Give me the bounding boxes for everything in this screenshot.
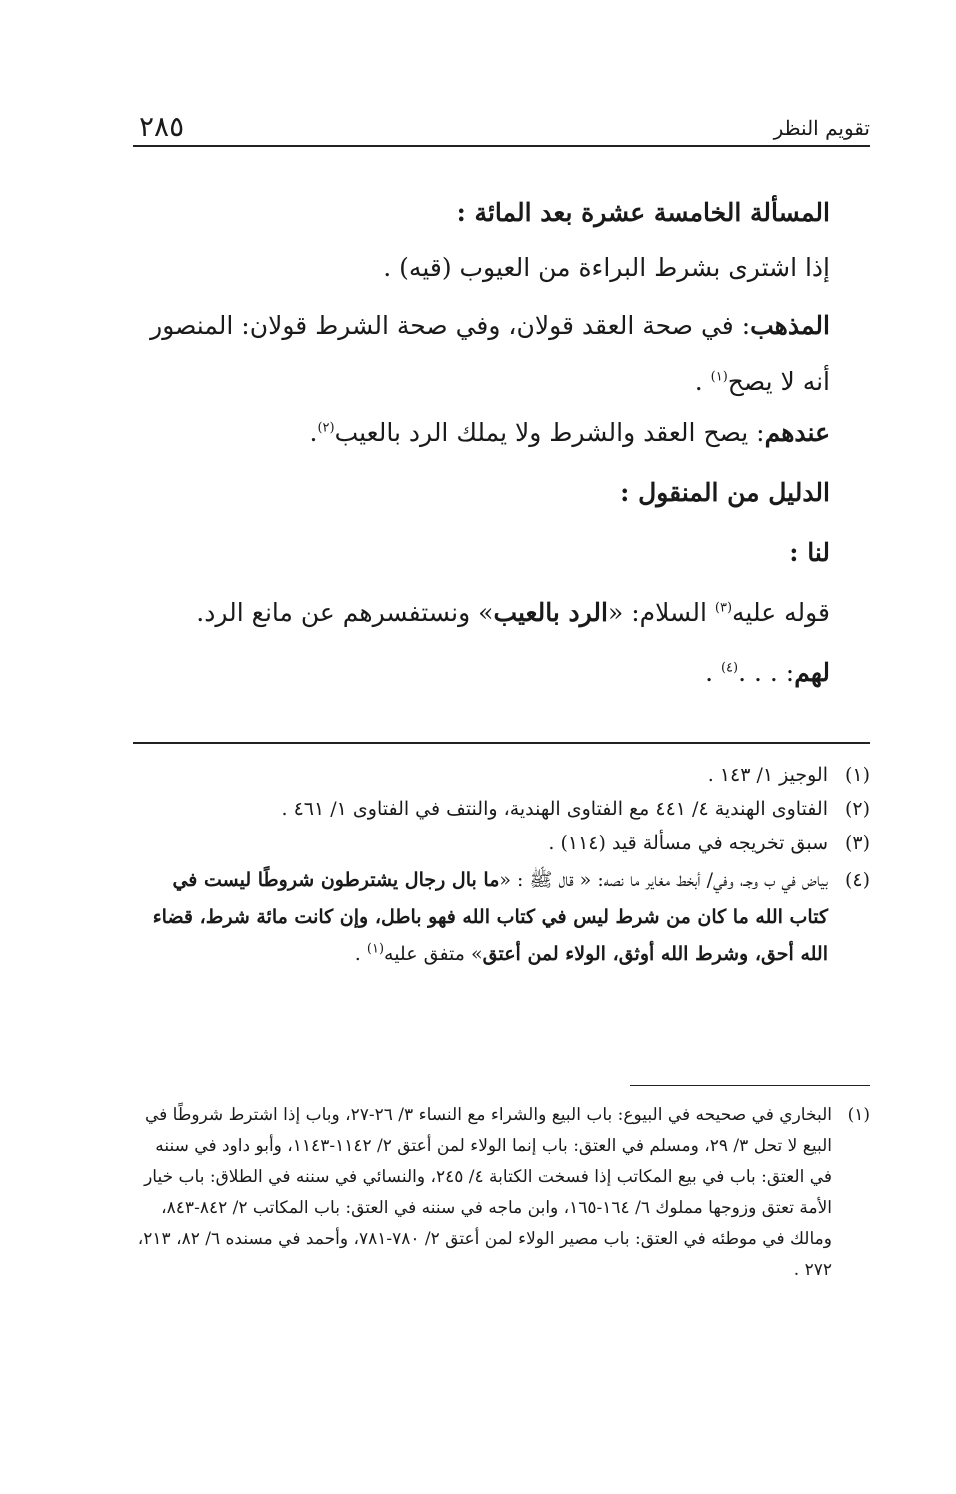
footnote-item: (٣) سبق تخريجه في مسألة قيد (١١٤) . bbox=[548, 832, 870, 854]
footnote-item: (٢) الفتاوى الهندية ٤/ ٤٤١ مع الفتاوى الهندية، والنتف في الفتاوى ١/ ٤٦١ . bbox=[281, 798, 870, 820]
issue-heading: المسألة الخامسة عشرة بعد المائة : bbox=[456, 198, 830, 227]
footnote-item: (٤) بياض في ب وجـ، وفي/ أبخط مغاير ما نصه: « قال ﷺ : «ما بال رجال يشترطون شروطًا ليست في كتاب الله ما كان من شرط ليس في كتاب الله فهو باطل، وإن كانت مائة شرط، قضاء الله أحق، وشرط الله أوثق، الولاء لمن أعتق» متفق عليه$^{(١)}$ . bbox=[152, 869, 870, 965]
indahum-paragraph: عندهم: يصح العقد والشرط ولا يملك الرد بالعيب$^{(٢)}$. bbox=[309, 418, 830, 447]
lahum-paragraph: لهم: . . .$^{(٤)}$ . bbox=[705, 658, 830, 687]
footnote-ref: (١) bbox=[710, 369, 728, 385]
madhhab-label: المذهب bbox=[750, 311, 830, 340]
hadith-paragraph: قوله عليه$^{(٣)}$ السلام: «الرد بالعيب» ونستفسرهم عن مانع الرد. bbox=[196, 598, 830, 627]
footnote-item: (١) الوجيز ١/ ١٤٣ . bbox=[707, 764, 870, 786]
footnote-ref: (٣) bbox=[714, 600, 733, 616]
footnote-separator bbox=[133, 742, 870, 744]
hadith-text: ما بال رجال يشترطون شروطًا ليست في كتاب الله ما كان من شرط ليس في كتاب الله فهو باطل، وإن كانت مائة شرط، قضاء الله أحق، وشرط الله أوثق، الولاء لمن أعتق bbox=[152, 869, 828, 965]
footnote-ref: (٤) bbox=[720, 660, 739, 676]
lana-heading: لنا : bbox=[789, 538, 830, 567]
indahum-label: عندهم bbox=[764, 418, 830, 447]
sub-footnote-item: (١) البخاري في صحيحه في البيوع: باب البيع والشراء مع النساء ٣/ ٢٦-٢٧، وباب إذا اشترط شروطًا في البيع لا تحل ٣/ ٢٩، ومسلم في العتق: باب إنما الولاء لمن أعتق ٢/ ١١٤٢-١١٤٣، وأبو داود في سننه في العتق: باب في بيع المكاتب إذا فسخت الكتابة ٤/ ٢٤٥، والنسائي في سننه في الطلاق: باب خيار الأمة تعتق وزوجها مملوك ٦/ ١٦٤-١٦٥، وابن ماجه في سننه في العتق: باب المكاتب ٢/ ٨٤٢-٨٤٣، ومالك في موطئه في العتق: باب مصير الولاء لمن أعتق ٢/ ٧٨٠-٧٨١، وأحمد في مسنده ٦/ ٨٢، ٢١٣، ٢٧٢ . bbox=[137, 1105, 870, 1280]
footnote-ref: (١) bbox=[366, 941, 385, 957]
book-title: تقويم النظر bbox=[773, 116, 870, 140]
sub-footnotes bbox=[133, 1100, 870, 1286]
footnote-ref: (٢) bbox=[317, 420, 335, 436]
lahum-label: لهم bbox=[794, 658, 830, 687]
madhhab-paragraph: المذهب: في صحة العقد قولان، وفي صحة الشرط قولان: المنصور أنه لا يصح$^{(١)}$ . bbox=[150, 311, 830, 396]
hadith-quote: الرد بالعيب bbox=[493, 598, 608, 627]
sub-footnote-separator bbox=[630, 1085, 870, 1086]
dalil-heading: الدليل من المنقول : bbox=[620, 478, 830, 507]
page-number: ٢٨٥ bbox=[139, 110, 185, 143]
issue-statement: إذا اشترى بشرط البراءة من العيوب (قيه) . bbox=[383, 253, 830, 282]
footnotes bbox=[133, 760, 870, 977]
header-rule bbox=[133, 145, 870, 147]
running-header bbox=[133, 110, 870, 150]
